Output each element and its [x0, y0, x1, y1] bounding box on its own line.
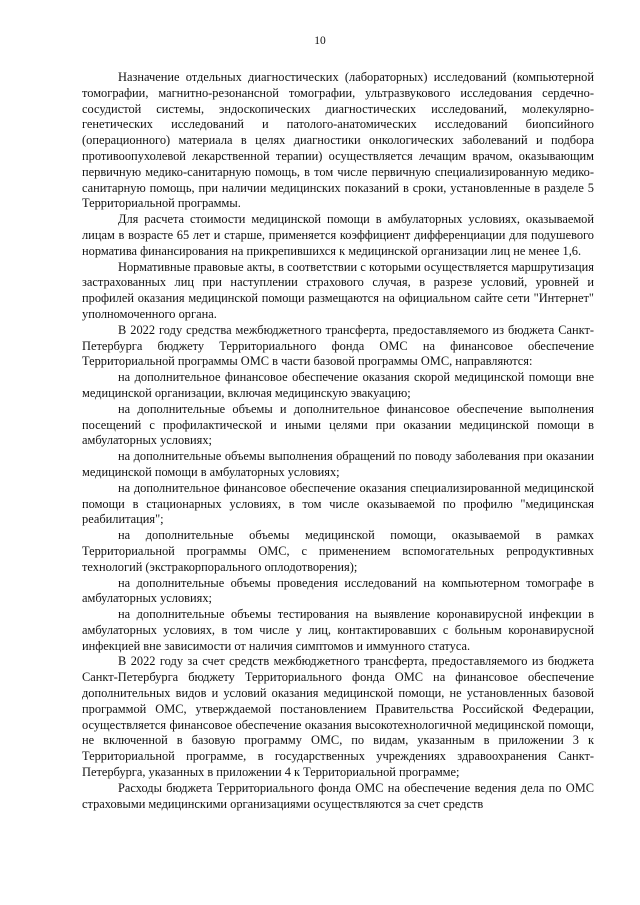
- list-item-disease-appeals: на дополнительные объемы выполнения обращений по поводу заболевания при оказании медицинской помощи в амбулаторных условиях;: [82, 449, 594, 479]
- page-number: 10: [314, 35, 326, 47]
- paragraph-insurance-expenses: Расходы бюджета Территориального фонда ОМС на обеспечение ведения дела по ОМС страховыми медицинскими организациями осуществляются за счет средств: [82, 780, 594, 811]
- paragraph-diagnostic-tests: Назначение отдельных диагностических (лабораторных) исследований (компьютерной томографии, магнитно-резонансной томографии, ультразвукового исследования сердечно-сосудистой системы, эндоскопических диагностических исследований, молекулярно-генетических исследований и патолого-анатомических исследований биопсийного (операционного) материала в целях диагностики онкологических заболеваний и подбора противоопухолевой лекарственной терапии) осуществляется лечащим врачом, оказывающим первичную медико-санитарную помощь, в том числе первичную специализированную медико-санитарную помощь, при наличии медицинских показаний в сроки, установленные в разделе 5 Территориальной программы.: [82, 70, 594, 211]
- list-item-emergency-care: на дополнительное финансовое обеспечение оказания скорой медицинской помощи вне медицинской организации, включая медицинскую эвакуацию;: [82, 370, 594, 400]
- list-item-ct-scans: на дополнительные объемы проведения исследований на компьютерном томографе в амбулаторных условиях;: [82, 575, 594, 606]
- paragraph-cost-calculation: Для расчета стоимости медицинской помощи в амбулаторных условиях, оказываемой лицам в возрасте 65 лет и старше, применяется коэффициент дифференциации для подушевого норматива финансирования на прикрепившихся к медицинской организации лиц не менее 1,6.: [82, 212, 594, 258]
- paragraph-transfer-2022: В 2022 году средства межбюджетного трансферта, предоставляемого из бюджета Санкт-Петербурга бюджету Территориального фонда ОМС на финансовое обеспечение Территориальной программы ОМС в части базовой программы ОМС, направляются:: [82, 322, 594, 369]
- list-item-preventive-visits: на дополнительные объемы и дополнительное финансовое обеспечение выполнения посещений с профилактической и иными целями при оказании медицинской помощи в амбулаторных условиях;: [82, 401, 594, 448]
- list-item-covid-testing: на дополнительные объемы тестирования на выявление коронавирусной инфекции в амбулаторных условиях, в том числе у лиц, контактировавших с больным коронавирусной инфекцией вне зависимости от наличия симптомов и иммунного статуса.: [82, 607, 594, 653]
- paragraph-routing-acts: Нормативные правовые акты, в соответствии с которыми осуществляется маршрутизация застрахованных лиц при наступлении страхового случая, в разрезе условий, уровней и профилей оказания медицинской помощи размещаются на официальном сайте сети "Интернет" уполномоченного органа.: [82, 259, 594, 321]
- list-item-inpatient-care: на дополнительное финансовое обеспечение оказания специализированной медицинской помощи в стационарных условиях, в том числе оказываемой по профилю "медицинская реабилитация";: [82, 480, 594, 527]
- document-body: [82, 70, 594, 812]
- paragraph-high-tech-care: В 2022 году за счет средств межбюджетного трансферта, предоставляемого из бюджета Санкт-Петербурга бюджету Территориального фонда ОМС на финансовое обеспечение дополнительных видов и условий оказания медицинской помощи, не установленных базовой программой ОМС, утверждаемой постановлением Правительства Российской Федерации, осуществляется финансовое обеспечение оказания высокотехнологичной медицинской помощи, не включенной в базовую программу ОМС, по видам, указанным в приложении 3 к Территориальной программе, в государственных учреждениях здравоохранения Санкт-Петербурга, указанных в приложении 4 к Территориальной программе;: [82, 654, 594, 780]
- list-item-ivf: на дополнительные объемы медицинской помощи, оказываемой в рамках Территориальной программы ОМС, с применением вспомогательных репродуктивных технологий (экстракорпорального оплодотворения);: [82, 528, 594, 574]
